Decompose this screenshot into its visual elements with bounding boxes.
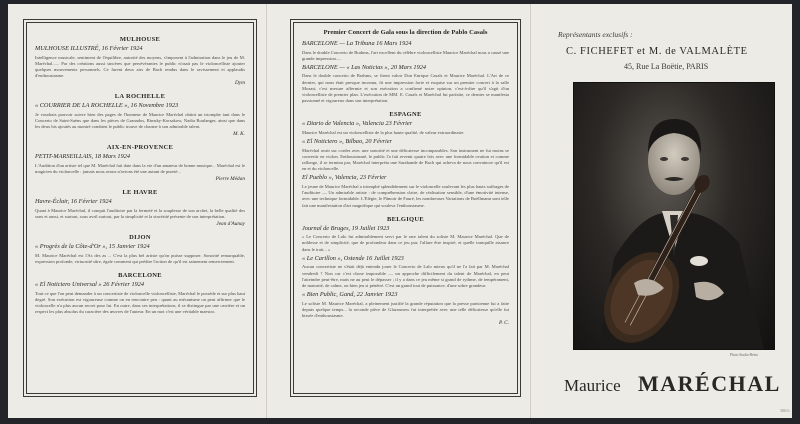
review-text: Quant à Maurice Maréchal, il conquit l'auditoire par la fermeté et la souplesse de son archet, la belle qualité des sons et aussi, et surtout, sous avril surtout, par la simplicité et la sincérité présente de son interprétation.	[35, 207, 245, 220]
review-text: Dans le double Concerto de Brahms, l'art excellent du célèbre violoncelliste Maurice Maréchal nous a causé une grande impression.....	[302, 49, 509, 61]
review-citation: « Progrès de la Côte-d'Or », 15 Janvier 1924	[35, 243, 150, 251]
review-heading: LA ROCHELLE	[114, 93, 166, 101]
cellist-portrait-photo	[573, 82, 775, 350]
performer-first-name: Maurice	[564, 376, 621, 395]
review-heading: MULHOUSE	[119, 36, 161, 43]
review-heading: BARCELONE	[118, 272, 162, 280]
review-heading: ESPAGNE	[389, 111, 422, 119]
archive-mark: 38611	[780, 408, 790, 413]
fold-line	[266, 4, 267, 418]
review-citation: PETIT-MARSEILLAIS, 18 Mars 1924	[35, 153, 131, 161]
photo-credit: Photo Studio-Rémi	[730, 353, 758, 357]
review-citation: BARCELONE — « Las Noticias », 20 Mars 1924	[302, 63, 427, 71]
review-text: Tout ce que l'on peut demander à un concertiste de violoncelle violoncelliste, Maréchal le possède et sur plus haut degré. Son exécution est vigoureuse comme on en rencontre peu : quant au mécanisme on peut affirmer que le violoncelle n'a plus aucun secret pour lui. En outre, dans ses interprétations, il se distingue par une carrière et un respect les plus absolus du caractère des œuvres de l'auteur. En un mot c'est une véritable maestro.	[35, 290, 245, 315]
review-citation: « El Noticiero », Bilbao, 20 Février	[302, 138, 393, 146]
review-citation: « Bien Public, Gand, 22 Janvier 1923	[302, 291, 398, 299]
review-text: Le jeune de Maurice Maréchal a triomphé splendidement sur le violoncelle soulevant les plus hauts suffrages de l'auditoire — Un admirable artiste : de compréhension claire, de réalisation sensible, d'une émotivité intense, avec une technique formidable. L'Elégie, le Pâmoir de Fauré, les nombreuses Variations de Boëllmann sont telle fait une manifestation d'art magnifique qui souleva l'enthousiasme.	[302, 183, 509, 208]
review-text: Maurice Maréchal est un violoncelliste de la plus haute qualité, de valeur extraordinaire.	[302, 129, 465, 135]
review-citation: « COURRIER DE LA ROCHELLE », 16 Novembre 1923	[35, 102, 179, 110]
review-heading: DIJON	[129, 234, 151, 242]
review-signature: Dym	[234, 80, 245, 87]
review-signature: P. C.	[498, 320, 509, 327]
review-signature: M. K.	[233, 131, 245, 138]
review-heading: LE HAVRE	[122, 189, 158, 197]
review-citation: MULHOUSE ILLUSTRÉ, 16 Février 1924	[35, 45, 143, 52]
review-citation: BARCELONE — La Tribuna 16 Mars 1924	[302, 40, 412, 47]
performer-last-name: MARÉCHAL	[638, 371, 781, 396]
review-citation: Havre-Éclair, 16 Février 1924	[35, 198, 112, 206]
review-text: Maréchal avait sur cordes avec une sonorité et une délicatesse incomparables. Son instrument ne fut moins se convertir en violon. Enthousiasmé, le public l'a fait revenir quatre fois avec une formidable ovation et comme rallonge, il se termina par, Maréchal interpréta une Sarabande de Bach qui acheva de nous convaincre qu'il est en et du violoncelle.	[302, 147, 509, 172]
agents-name: C. FICHEFET et M. de VALMALÈTE	[566, 46, 748, 57]
review-text: Je voudrais pouvoir suivre bien des pages de l'honneur de Maurice Maréchal obtint un triomphe tant dans le Concerto de Saint-Saëns que dans les pièces de Granados, Rimsky-Korsakow, Nadia Boulanger, ainsi que dans les deux bis ajoutés au montré combien le public trouve de charme à son admirable talent.	[35, 111, 245, 130]
fold-line	[530, 4, 531, 418]
left-press-panel	[26, 22, 254, 394]
review-signature: Jean d'Aunay	[216, 221, 245, 228]
review-text: Dans le double concerto de Brahms, se firent valoir Don Enrique Casals et Maurice Maréchal. L'Art de ce dernier, qui nous était presque inconnu, fit une impression forte et exquise sur un premier concert à la salle Mozart, c'est mesure affermie et son exécution a confirmé notre opinion, c'est-à-dire qu'il s'agit d'un violoncelliste de premier plan. L'exécution de MM. E. Casals et Maréchal fut parfaite, ce dernier se manifesta passionné et vigoureux dans son interprétation.	[302, 73, 509, 104]
review-signature: Pierre Médan	[215, 176, 245, 183]
representatives-label: Représentants exclusifs :	[558, 30, 633, 39]
review-text: Intelligence musicale, sentiment de l'équilibre, autorité des moyens, s'imposent à l'admiration dans le jeu de M. Maréchal...... Par des créations aussi sincères que persévérantes le public n'osait pas le violoncelliste ajouter quelques mouvements personnels. Ce furent deux airs de Bach rendus dans le ravissement et applaudis d'enthousiasme.	[35, 54, 245, 79]
review-citation: El Pueblo », Valencia, 23 Février	[302, 174, 387, 182]
center-press-panel	[293, 22, 518, 394]
review-text: « Le Concerto de Lalo fut admirablement servi par le rare talent du soliste M. Maurice Maréchal. Que de noblesse et de simplicité, que de profondeur dans ce jeu pur, l'allure être inspiré, et quelle tranquille aisance dans le trait... »	[302, 234, 509, 252]
program-sheet	[8, 4, 792, 418]
review-heading: BELGIQUE	[386, 215, 425, 223]
review-text: L'Audition d'un artiste tel que M. Maréchal fait date dans la vie d'un amateur de bonne musique... Maréchal est le magicien du violoncelle : jamais nous avons n'avions été une autant de pureté...	[35, 162, 245, 175]
review-citation: Journal de Bruges, 19 Juillet 1923	[302, 224, 390, 232]
review-text: Aucun concertiste ne s'était déjà entendu jouer le Concerto de Lalo mieux qu'il ne l'a fait par M. Maréchal vendredi ? Non car c'est chose impossible — un approche difficilement du talent de Maréchal, en peut l'atteindre peut-être, mais ne au peut le dépasser ; il y a dans ce jeu même si grand de rythme, de tempérament, de maturité, de calme, ou bien jeu si pénétré. C'est un grand tout de puissance, d'une sobre grandeur.	[302, 264, 509, 288]
review-citation: « Le Carillon », Ostende 16 Juillet 1923	[302, 254, 404, 262]
review-citation: « Diario de Valencia », Valencia 23 Février	[302, 120, 413, 128]
cellist-portrait-image	[574, 83, 774, 349]
review-text: M. Maurice Maréchal est l'As des as ... C'est la plus bel artiste qu'on puisse supposer. Sonorité remarquable, expression profonde, virtuosité sûre, égale comment qui prédire l'action de qu'il est sainement remerciement.	[35, 252, 245, 264]
review-citation: « El Noticiero Universal » 26 Février 1924	[35, 281, 145, 289]
agents-address: 45, Rue La Boëtie, PARIS	[624, 62, 709, 71]
review-text: Le soliste M. Maurice Maréchal, a pleinement justifié la grande réputation que la presse parisienne lui a faite depuis quelque temps... la seconde pièce de Glazounow fut interprétée avec une telle délicatesse qu'elle fut bissée d'enthousiasme.	[302, 300, 509, 319]
gala-header: Premier Concert de Gala sous la direction de Pablo Casals	[323, 29, 488, 36]
review-heading: AIX-EN-PROVENCE	[106, 144, 174, 152]
